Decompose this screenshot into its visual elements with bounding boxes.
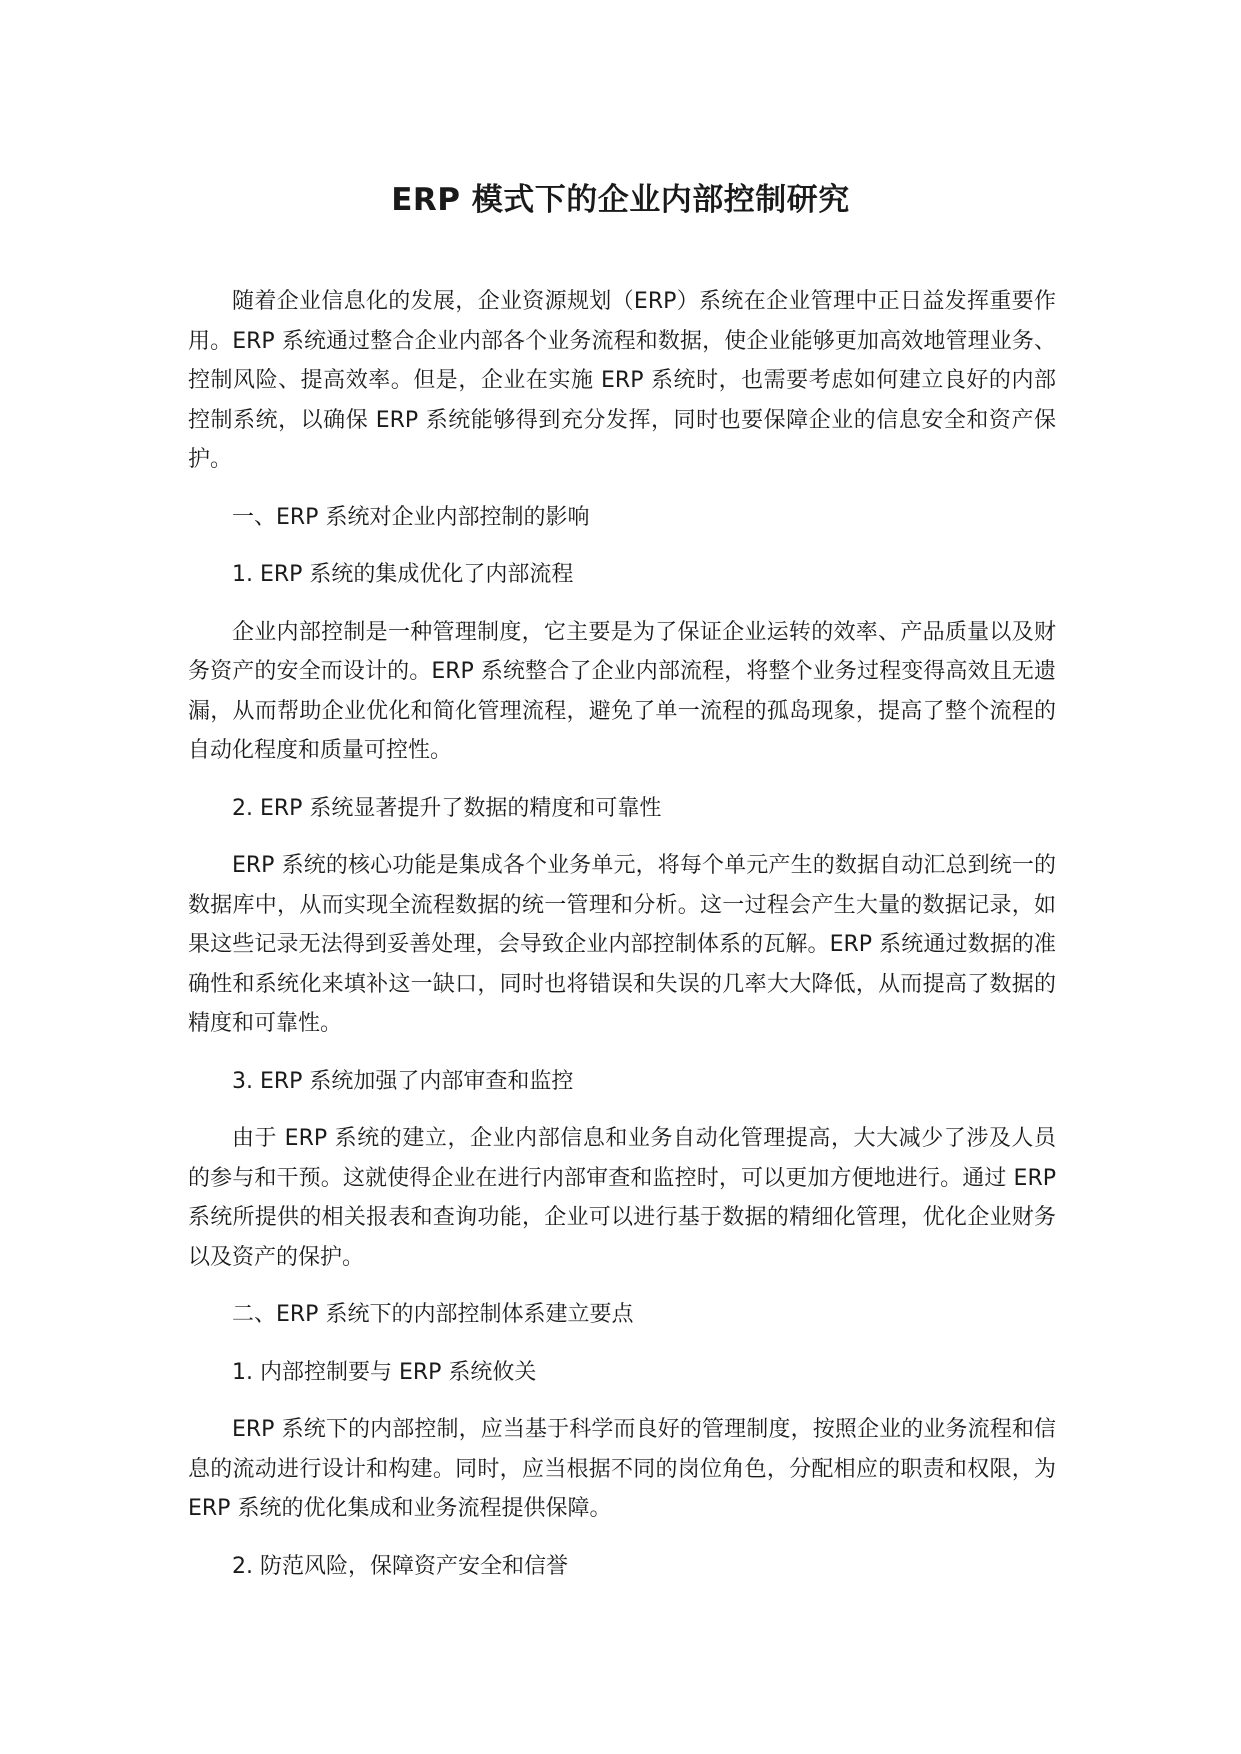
paragraph-1-2: ERP 系统的核心功能是集成各个业务单元，将每个单元产生的数据自动汇总到统一的数据库中，从而实现全流程数据的统一管理和分析。这一过程会产生大量的数据记录，如果这些记录无法得到妥善处理，会导致企业内部控制体系的瓦解。ERP 系统通过数据的准确性和系统化来填补这一缺口，同时也将错误和失误的几率大大降低，从而提高了数据的精度和可靠性。 — [188, 853, 1056, 1036]
document-body — [188, 282, 1056, 1604]
paragraph-1-1: 企业内部控制是一种管理制度，它主要是为了保证企业运转的效率、产品质量以及财务资产的安全而设计的。ERP 系统整合了企业内部流程，将整个业务过程变得高效且无遗漏，从而帮助企业优化和简化管理流程，避免了单一流程的孤岛现象，提高了整个流程的自动化程度和质量可控性。 — [188, 619, 1056, 763]
paragraph-2-1: ERP 系统下的内部控制，应当基于科学而良好的管理制度，按照企业的业务流程和信息的流动进行设计和构建。同时，应当根据不同的岗位角色，分配相应的职责和权限，为 ERP 系统的优化集成和业务流程提供保障。 — [188, 1417, 1056, 1521]
section-heading-1: 一、ERP 系统对企业内部控制的影响 — [232, 504, 590, 530]
subsection-heading-1-1: 1. ERP 系统的集成优化了内部流程 — [232, 562, 574, 587]
subsection-heading-1-3: 3. ERP 系统加强了内部审查和监控 — [232, 1068, 574, 1094]
subsection-heading-2-2: 2. 防范风险，保障资产安全和信誉 — [232, 1553, 568, 1579]
paragraph-1-3: 由于 ERP 系统的建立，企业内部信息和业务自动化管理提高，大大减少了涉及人员的参与和干预。这就使得企业在进行内部审查和监控时，可以更加方便地进行。通过 ERP 系统所提供的相关报表和查询功能，企业可以进行基于数据的精细化管理，优化企业财务以及资产的保护。 — [188, 1126, 1056, 1270]
subsection-heading-2-1: 1. 内部控制要与 ERP 系统攸关 — [232, 1359, 537, 1385]
section-heading-2: 二、ERP 系统下的内部控制体系建立要点 — [232, 1302, 634, 1327]
subsection-heading-1-2: 2. ERP 系统显著提升了数据的精度和可靠性 — [232, 795, 662, 821]
intro-paragraph: 随着企业信息化的发展，企业资源规划（ERP）系统在企业管理中正日益发挥重要作用。ERP 系统通过整合企业内部各个业务流程和数据，使企业能够更加高效地管理业务、控制风险、提高效率。但是，企业在实施 ERP 系统时，也需要考虑如何建立良好的内部控制系统，以确保 ERP 系统能够得到充分发挥，同时也要保障企业的信息安全和资产保护。 — [188, 289, 1056, 472]
document-title: ERP 模式下的企业内部控制研究 — [391, 182, 850, 218]
